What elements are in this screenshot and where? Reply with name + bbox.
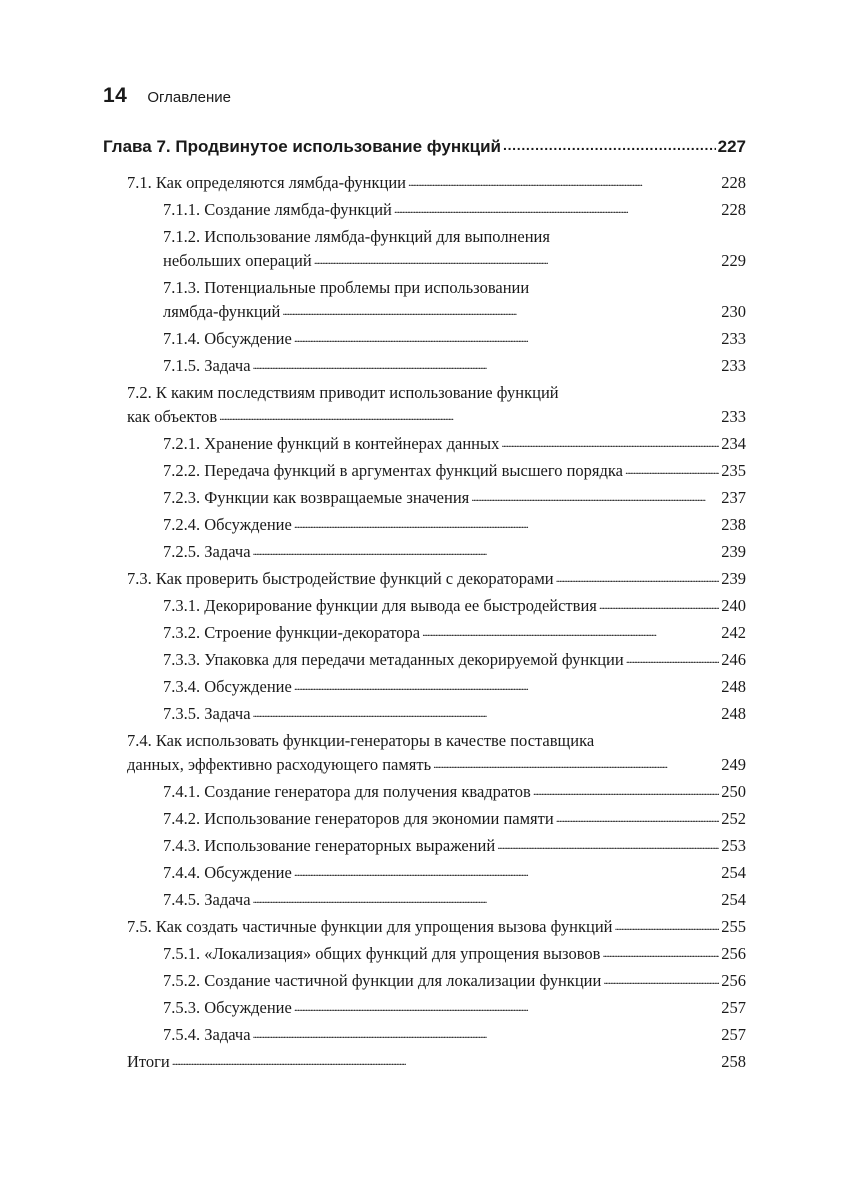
dot-leader <box>433 754 719 771</box>
toc-entry-title: 7.1. Как определяются лямбда-функции <box>127 173 406 192</box>
toc-subsection[interactable] <box>103 834 746 858</box>
toc-entry-title: 7.4.5. Задача <box>163 890 251 909</box>
toc-entry-title: 7.3.2. Строение функции-декоратора <box>163 623 421 642</box>
toc-entry-title: 7.1.4. Обсуждение <box>163 329 292 348</box>
toc-entry-title: 7.2.5. Задача <box>163 542 251 561</box>
dot-leader <box>253 541 720 558</box>
dot-leader <box>253 1024 720 1041</box>
toc-page-number: 229 <box>721 251 746 270</box>
dot-leader <box>422 622 719 639</box>
toc-entry-title: 7.4.4. Обсуждение <box>163 863 292 882</box>
dot-leader <box>253 355 720 372</box>
table-of-contents <box>103 133 746 1077</box>
toc-subsection[interactable] <box>103 432 746 456</box>
toc-page-number: 252 <box>721 809 746 828</box>
dot-leader <box>294 862 719 879</box>
toc-entry-title: 7.3.5. Задача <box>163 704 251 723</box>
toc-entry-title: 7.1.5. Задача <box>163 356 251 375</box>
dot-leader <box>294 328 719 345</box>
toc-subsection[interactable] <box>103 648 746 672</box>
toc-entry-title: 7.4.2. Использование генераторов для экономии памяти <box>163 809 554 828</box>
dot-leader <box>533 781 719 798</box>
toc-entry-title: данных, эффективно расходующего память <box>127 755 432 774</box>
dot-leader <box>253 703 720 720</box>
dot-leader <box>172 1051 719 1068</box>
page-number: 14 <box>103 84 128 107</box>
toc-page-number: 248 <box>721 704 746 723</box>
toc-page-number: 256 <box>721 944 746 963</box>
toc-entry-title: 7.4.3. Использование генераторных выражений <box>163 836 496 855</box>
toc-page-number: 246 <box>721 650 746 669</box>
chapter-title: Глава 7. Продвинутое использование функций <box>103 137 502 156</box>
toc-entry-title: 7.4. Как использовать функции-генераторы в качестве поставщика <box>127 731 595 750</box>
toc-subsection[interactable] <box>103 888 746 912</box>
toc-entry-title: 7.1.2. Использование лямбда-функций для выполнения <box>163 227 550 246</box>
toc-entry-title: 7.1.1. Создание лямбда-функций <box>163 200 392 219</box>
dot-leader <box>294 997 719 1014</box>
toc-subsection[interactable] <box>103 807 746 831</box>
toc-subsection[interactable] <box>103 225 746 273</box>
toc-entry-title: 7.2.3. Функции как возвращаемые значения <box>163 488 470 507</box>
toc-subsection[interactable] <box>103 459 746 483</box>
toc-page-number: 253 <box>721 836 746 855</box>
toc-page-number: 230 <box>721 302 746 321</box>
toc-section[interactable] <box>103 171 746 195</box>
toc-entry-title: 7.5.3. Обсуждение <box>163 998 292 1017</box>
toc-entry-title: как объектов <box>127 407 218 426</box>
toc-page-number: 239 <box>721 542 746 561</box>
toc-page-number: 255 <box>721 917 746 936</box>
page-header <box>103 84 231 108</box>
toc-section[interactable] <box>103 381 746 429</box>
toc-page-number: 249 <box>721 755 746 774</box>
toc-subsection[interactable] <box>103 276 746 324</box>
toc-page-number: 258 <box>721 1052 746 1071</box>
toc-entry-title: 7.1.3. Потенциальные проблемы при использовании <box>163 278 530 297</box>
toc-subsection[interactable] <box>103 702 746 726</box>
toc-page-number: 256 <box>721 971 746 990</box>
toc-page-number: 234 <box>721 434 746 453</box>
dot-leader <box>603 970 719 987</box>
toc-entries-list <box>103 171 746 1074</box>
toc-subsection[interactable] <box>103 513 746 537</box>
toc-subsection[interactable] <box>103 540 746 564</box>
toc-subsection[interactable] <box>103 969 746 993</box>
toc-entry-title: 7.2. К каким последствиям приводит использование функций <box>127 383 559 402</box>
toc-subsection[interactable] <box>103 1023 746 1047</box>
toc-page-number: 233 <box>721 356 746 375</box>
toc-subsection[interactable] <box>103 861 746 885</box>
dot-leader <box>556 808 720 825</box>
dot-leader <box>501 433 719 450</box>
toc-chapter-heading[interactable] <box>103 133 746 161</box>
toc-entry-title: 7.3.3. Упаковка для передачи метаданных декорируемой функции <box>163 650 624 669</box>
toc-page-number: 228 <box>721 173 746 192</box>
dot-leader <box>471 487 719 504</box>
toc-page-number: 254 <box>721 890 746 909</box>
dot-leader <box>556 568 720 585</box>
running-head: Оглавление <box>147 89 231 106</box>
toc-page-number: 239 <box>721 569 746 588</box>
dot-leader <box>614 916 719 933</box>
toc-subsection[interactable] <box>103 780 746 804</box>
toc-entry-title: лямбда-функций <box>163 302 281 321</box>
toc-entry-title: небольших операций <box>163 251 312 270</box>
toc-entry-title: 7.2.2. Передача функций в аргументах функций высшего порядка <box>163 461 623 480</box>
toc-page-number: 250 <box>721 782 746 801</box>
dot-leader <box>282 301 719 318</box>
dot-leader <box>294 514 719 531</box>
toc-entry-title: 7.5.4. Задача <box>163 1025 251 1044</box>
dot-leader <box>314 250 720 267</box>
toc-page-number: 237 <box>721 488 746 507</box>
toc-entry-title: 7.5. Как создать частичные функции для упрощения вызова функций <box>127 917 613 936</box>
dot-leader <box>503 135 716 152</box>
toc-section[interactable] <box>103 567 746 591</box>
dot-leader <box>626 649 720 666</box>
toc-entry-title: 7.3.1. Декорирование функции для вывода ее быстродействия <box>163 596 597 615</box>
dot-leader <box>625 460 719 477</box>
toc-subsection[interactable] <box>103 675 746 699</box>
toc-entry-title: 7.2.4. Обсуждение <box>163 515 292 534</box>
toc-subsection[interactable] <box>103 621 746 645</box>
toc-page-number: 242 <box>721 623 746 642</box>
toc-subsection[interactable] <box>103 486 746 510</box>
toc-entry-title: 7.5.1. «Локализация» общих функций для упрощения вызовов <box>163 944 601 963</box>
dot-leader <box>294 676 719 693</box>
toc-page-number: 233 <box>721 329 746 348</box>
dot-leader <box>219 406 719 423</box>
toc-entry-title: 7.2.1. Хранение функций в контейнерах данных <box>163 434 500 453</box>
toc-page-number: 235 <box>721 461 746 480</box>
toc-section[interactable] <box>103 915 746 939</box>
dot-leader <box>602 943 719 960</box>
toc-subsection[interactable] <box>103 942 746 966</box>
dot-leader <box>394 199 719 216</box>
dot-leader <box>599 595 719 612</box>
chapter-page-number: 227 <box>717 137 746 156</box>
toc-page-number: 254 <box>721 863 746 882</box>
toc-page-number: 248 <box>721 677 746 696</box>
toc-section[interactable] <box>103 729 746 777</box>
toc-subsection[interactable] <box>103 996 746 1020</box>
toc-subsection[interactable] <box>103 354 746 378</box>
toc-page-number: 233 <box>721 407 746 426</box>
dot-leader <box>497 835 719 852</box>
toc-page-number: 240 <box>721 596 746 615</box>
toc-page-number: 228 <box>721 200 746 219</box>
toc-entry-title: Итоги <box>127 1052 170 1071</box>
toc-page-number: 257 <box>721 998 746 1017</box>
dot-leader <box>408 172 719 189</box>
toc-entry-title: 7.3.4. Обсуждение <box>163 677 292 696</box>
dot-leader <box>253 889 720 906</box>
toc-entry[interactable] <box>103 1050 746 1074</box>
toc-subsection[interactable] <box>103 327 746 351</box>
toc-subsection[interactable] <box>103 198 746 222</box>
toc-entry-title: 7.3. Как проверить быстродействие функций с декораторами <box>127 569 554 588</box>
toc-page-number: 257 <box>721 1025 746 1044</box>
toc-page-number: 238 <box>721 515 746 534</box>
toc-entry-title: 7.4.1. Создание генератора для получения квадратов <box>163 782 531 801</box>
toc-subsection[interactable] <box>103 594 746 618</box>
toc-entry-title: 7.5.2. Создание частичной функции для локализации функции <box>163 971 602 990</box>
